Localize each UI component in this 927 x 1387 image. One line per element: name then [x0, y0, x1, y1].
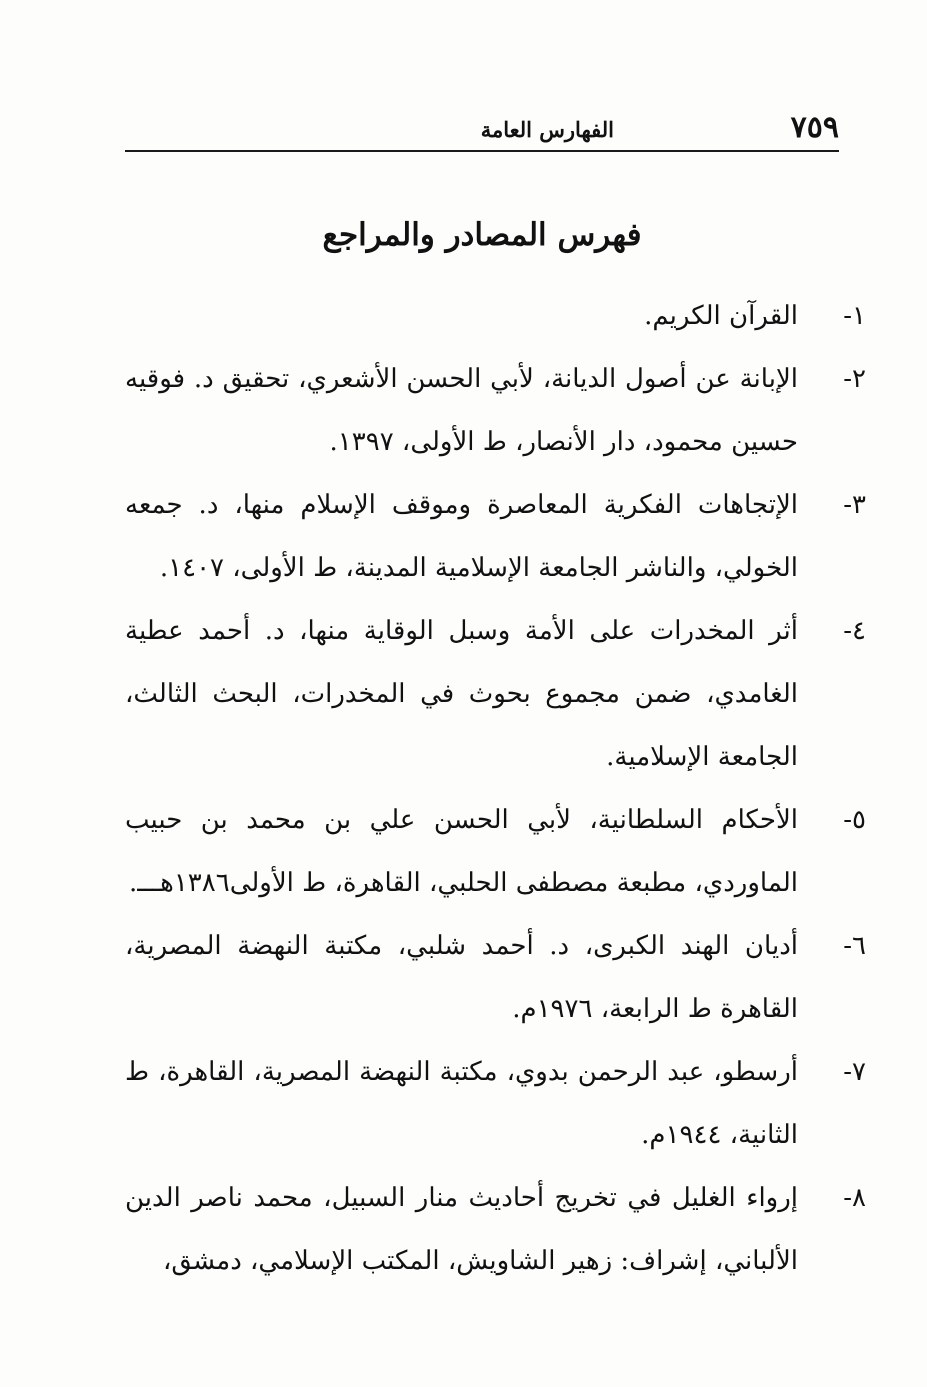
entry-text: الأحكام السلطانية، لأبي الحسن علي بن محمد بن حبيب الماوردي، مطبعة مصطفى الحلبي، القاهرة، ط الأولى١٣٨٦هـــ.: [125, 805, 798, 898]
entry-text: القرآن الكريم.: [644, 301, 798, 331]
page-number: ٧٥٩: [790, 110, 839, 145]
entry-number: ٥-: [843, 805, 866, 835]
bibliography-entry: [125, 600, 866, 789]
entry-number: ٨-: [843, 1183, 866, 1213]
entry-number: ٦-: [843, 931, 866, 961]
entry-number: ٣-: [843, 490, 866, 520]
header-divider: [125, 150, 839, 152]
entry-number: ٢-: [843, 364, 866, 394]
entry-text: أديان الهند الكبرى، د. أحمد شلبي، مكتبة النهضة المصرية، القاهرة ط الرابعة، ١٩٧٦م.: [125, 931, 798, 1024]
entry-number: ٧-: [843, 1057, 866, 1087]
bibliography-entry: [125, 789, 866, 915]
page-header: [125, 108, 839, 152]
bibliography-entry: [125, 1167, 866, 1293]
entry-number: ٤-: [843, 616, 866, 646]
bibliography-entry: [125, 348, 866, 474]
entry-text: إرواء الغليل في تخريج أحاديث منار السبيل، محمد ناصر الدين الألباني، إشراف: زهير الشاويش، المكتب الإسلامي، دمشق،: [125, 1183, 798, 1276]
entry-text: أرسطو، عبد الرحمن بدوي، مكتبة النهضة المصرية، القاهرة، ط الثانية، ١٩٤٤م.: [125, 1057, 798, 1150]
bibliography-entry: [125, 915, 866, 1041]
entry-text: الإبانة عن أصول الديانة، لأبي الحسن الأشعري، تحقيق د. فوقيه حسين محمود، دار الأنصار، ط الأولى، ١٣٩٧.: [125, 364, 798, 457]
running-title: الفهارس العامة: [480, 117, 614, 142]
entry-text: أثر المخدرات على الأمة وسبل الوقاية منها، د. أحمد عطية الغامدي، ضمن مجموع بحوث في المخدرات، البحث الثالث، الجامعة الإسلامية.: [125, 616, 798, 772]
bibliography-entry: [125, 285, 866, 348]
bibliography-list: [125, 285, 866, 1293]
section-title: فهرس المصادر والمراجع: [322, 217, 642, 253]
bibliography-entry: [125, 1041, 866, 1167]
bibliography-entry: [125, 474, 866, 600]
entry-number: ١-: [843, 301, 866, 331]
entry-text: الإتجاهات الفكرية المعاصرة وموقف الإسلام منها، د. جمعه الخولي، والناشر الجامعة الإسلامية المدينة، ط الأولى، ١٤٠٧.: [125, 490, 798, 583]
